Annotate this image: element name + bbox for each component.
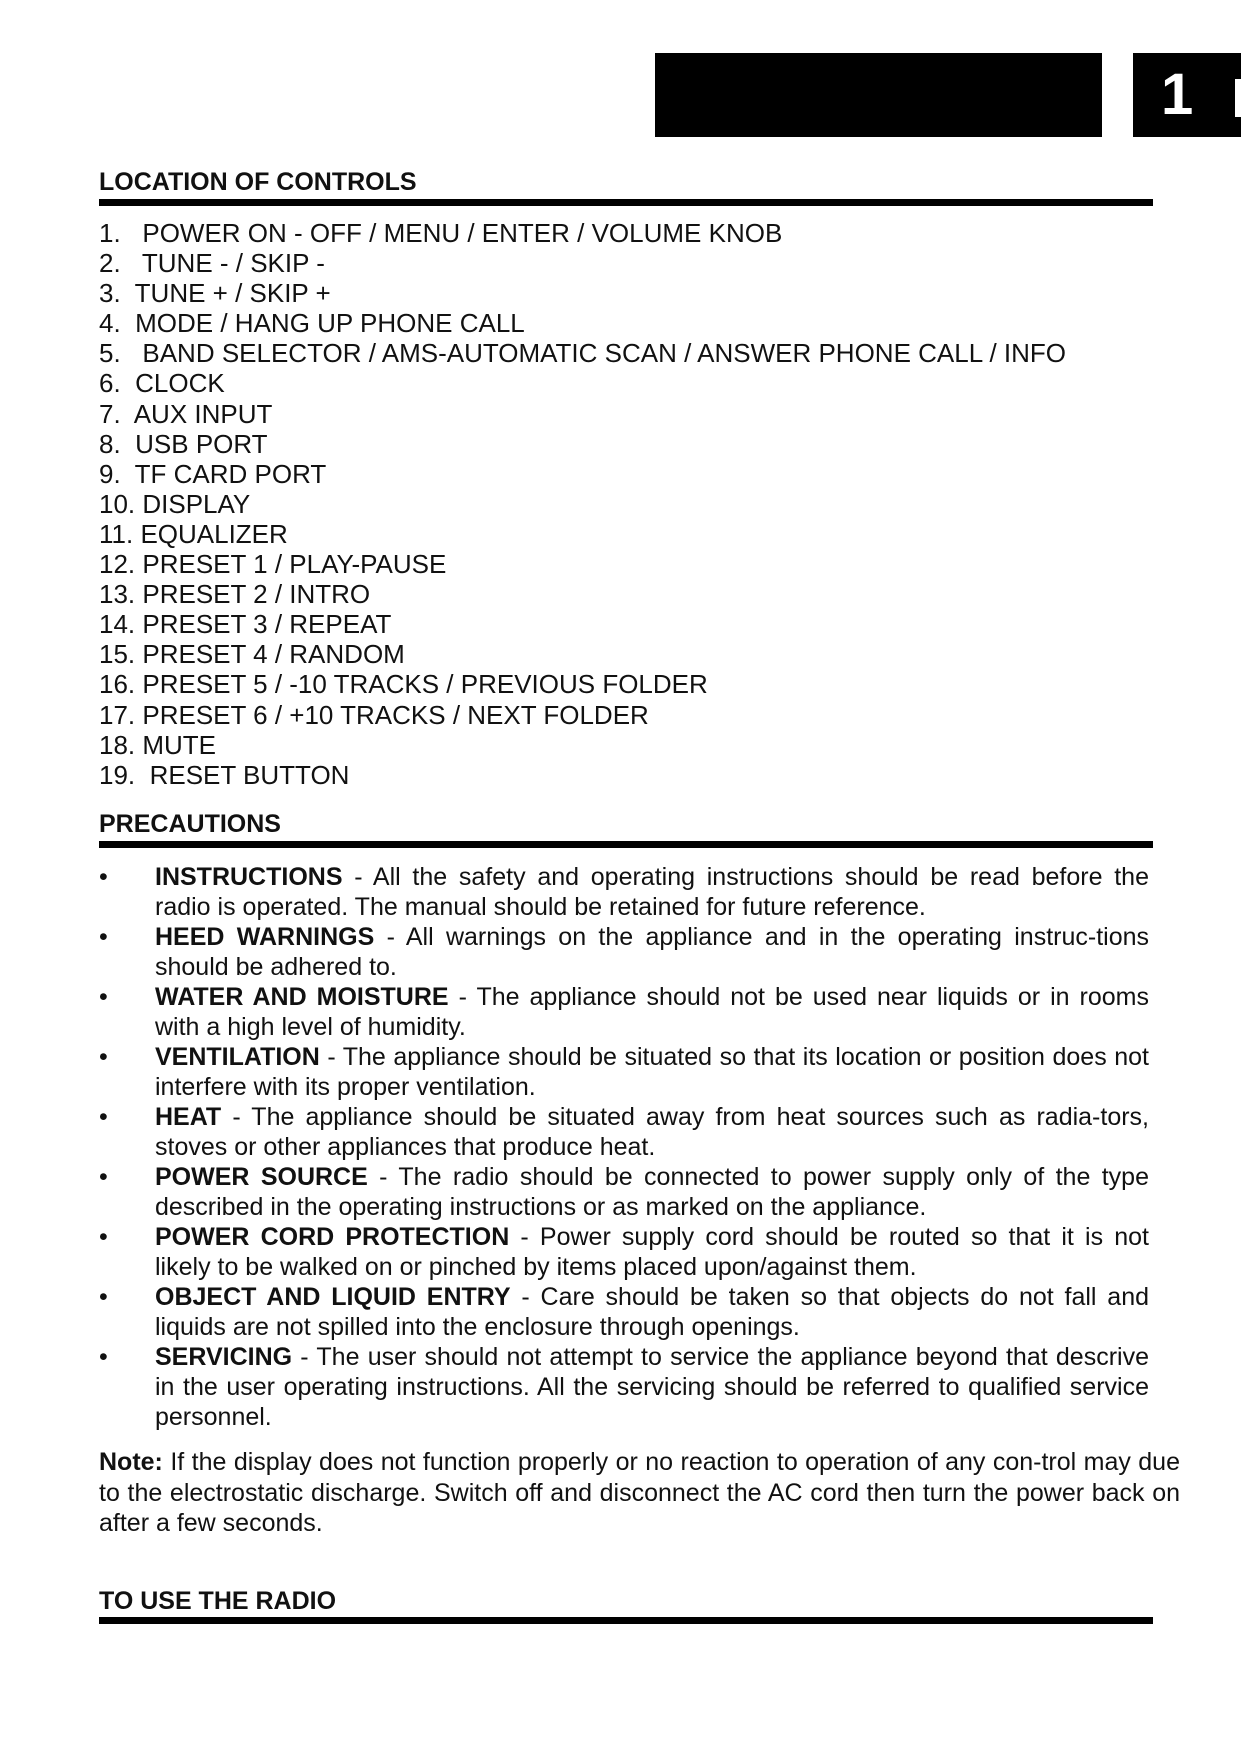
precaution-item <box>99 982 1149 1042</box>
control-item: 15. PRESET 4 / RANDOM <box>99 639 405 670</box>
precaution-title: POWER SOURCE <box>155 1163 368 1191</box>
bullet-icon: • <box>99 1223 108 1251</box>
precaution-item <box>99 1162 1149 1222</box>
page-number: 1 <box>1161 62 1194 127</box>
precaution-title: VENTILATION <box>155 1043 320 1071</box>
precaution-text: - All warnings on the appliance and in the operating instruc-tions should be adhered to. <box>155 923 1150 981</box>
bullet-icon: • <box>99 1163 108 1191</box>
bullet-icon: • <box>99 1343 108 1371</box>
control-item: 13. PRESET 2 / INTRO <box>99 579 371 610</box>
control-item: 19. RESET BUTTON <box>99 759 350 790</box>
control-item: 16. PRESET 5 / -10 TRACKS / PREVIOUS FOLDER <box>99 669 708 700</box>
precaution-text: - The user should not attempt to service the appliance beyond that descrive in the user operating instructions. All the servicing should be referred to qualified service personnel. <box>155 1343 1149 1431</box>
precaution-text: - The appliance should not be used near liquids or in rooms with a high level of humidity. <box>155 983 1149 1041</box>
precautions-list <box>99 862 1149 1432</box>
to-use-the-radio-heading: TO USE THE RADIO <box>99 1587 337 1615</box>
control-item: 18. MUTE <box>99 729 217 760</box>
precaution-title: WATER AND MOISTURE <box>155 983 449 1011</box>
bullet-icon: • <box>99 1043 108 1071</box>
precaution-title: OBJECT AND LIQUID ENTRY <box>155 1283 511 1311</box>
precaution-text: - Power supply cord should be routed so that it is not likely to be walked on or pinched by items placed upon/against them. <box>155 1223 1149 1281</box>
note-label: Note: <box>99 1448 163 1476</box>
control-item: 2. TUNE - / SKIP - <box>99 248 325 279</box>
note-paragraph <box>99 1447 1180 1539</box>
precaution-title: HEED WARNINGS <box>155 923 375 951</box>
precaution-title: HEAT <box>155 1103 222 1131</box>
precaution-text: - Care should be taken so that objects do not fall and liquids are not spilled into the enclosure through openings. <box>155 1283 1149 1341</box>
bullet-icon: • <box>99 863 108 891</box>
control-item: 12. PRESET 1 / PLAY-PAUSE <box>99 549 447 580</box>
precaution-text: - All the safety and operating instructions should be read before the radio is operated. The manual should be retained for future reference. <box>155 863 1149 921</box>
control-item: 14. PRESET 3 / REPEAT <box>99 609 392 640</box>
precaution-item <box>99 1042 1149 1102</box>
control-item: 10. DISPLAY <box>99 488 251 519</box>
control-item: 3. TUNE + / SKIP + <box>99 278 331 309</box>
bullet-icon: • <box>99 1103 108 1131</box>
note-text: If the display does not function properly or no reaction to operation of any con-trol may due to the electrostatic discharge. Switch off and disconnect the AC cord then turn the power back on after a few seconds. <box>99 1448 1180 1537</box>
precaution-item <box>99 862 1149 922</box>
control-item: 9. TF CARD PORT <box>99 458 327 489</box>
precaution-text: - The radio should be connected to power supply only of the type described in the operating instructions or as marked on the appliance. <box>155 1163 1149 1221</box>
control-item: 11. EQUALIZER <box>99 518 288 549</box>
precaution-item <box>99 1222 1149 1282</box>
precaution-item <box>99 922 1149 982</box>
control-item: 17. PRESET 6 / +10 TRACKS / NEXT FOLDER <box>99 699 649 730</box>
page-number-tab <box>1133 53 1241 137</box>
bullet-icon: • <box>99 923 108 951</box>
precaution-title: INSTRUCTIONS <box>155 863 343 891</box>
precaution-text: - The appliance should be situated away from heat sources such as radia-tors, stoves or other appliances that produce heat. <box>155 1103 1149 1161</box>
control-item: 1. POWER ON - OFF / MENU / ENTER / VOLUME KNOB <box>99 218 783 248</box>
section-rule <box>99 841 1153 848</box>
bullet-icon: • <box>99 983 108 1011</box>
control-item: 8. USB PORT <box>99 428 268 459</box>
control-item: 5. BAND SELECTOR / AMS-AUTOMATIC SCAN / ANSWER PHONE CALL / INFO <box>99 338 1067 369</box>
precaution-item <box>99 1102 1149 1162</box>
precaution-title: SERVICING <box>155 1343 293 1371</box>
precaution-title: POWER CORD PROTECTION <box>155 1223 510 1251</box>
precaution-text: - The appliance should be situated so that its location or position does not interfere with its proper ventilation. <box>155 1043 1149 1101</box>
section-rule <box>99 199 1153 206</box>
tab-mark <box>1235 79 1241 117</box>
precaution-item <box>99 1282 1149 1342</box>
control-item: 7. AUX INPUT <box>99 398 273 429</box>
controls-list <box>99 218 1066 790</box>
header-black-bar <box>655 53 1102 137</box>
section-rule <box>99 1617 1153 1624</box>
control-item: 6. CLOCK <box>99 368 225 399</box>
bullet-icon: • <box>99 1283 108 1311</box>
control-item: 4. MODE / HANG UP PHONE CALL <box>99 308 525 339</box>
precaution-item <box>99 1342 1149 1432</box>
precautions-heading: PRECAUTIONS <box>99 810 281 838</box>
location-of-controls-heading: LOCATION OF CONTROLS <box>99 168 417 196</box>
